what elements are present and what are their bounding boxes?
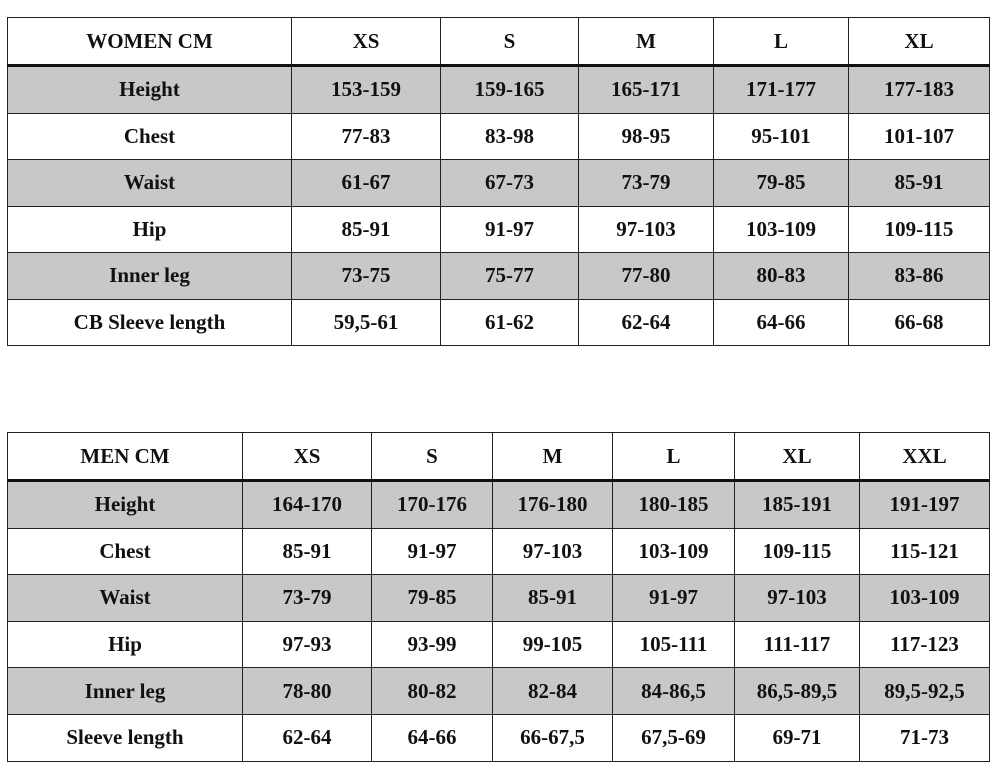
table-row bbox=[8, 528, 990, 575]
measurement-value: 111-117 bbox=[735, 621, 860, 668]
men-size-header: XXL bbox=[860, 433, 990, 481]
table-row bbox=[8, 253, 990, 300]
measurement-label: Chest bbox=[8, 113, 292, 160]
measurement-value: 180-185 bbox=[613, 481, 735, 529]
measurement-value: 105-111 bbox=[613, 621, 735, 668]
table-row bbox=[8, 66, 990, 114]
women-size-table bbox=[7, 17, 990, 346]
measurement-value: 83-86 bbox=[849, 253, 990, 300]
men-header-row bbox=[8, 433, 990, 481]
men-table-title: MEN CM bbox=[8, 433, 243, 481]
measurement-value: 80-83 bbox=[714, 253, 849, 300]
measurement-value: 177-183 bbox=[849, 66, 990, 114]
measurement-value: 91-97 bbox=[441, 206, 579, 253]
measurement-value: 71-73 bbox=[860, 714, 990, 761]
measurement-value: 109-115 bbox=[735, 528, 860, 575]
measurement-value: 97-93 bbox=[243, 621, 372, 668]
measurement-value: 170-176 bbox=[372, 481, 493, 529]
men-size-table bbox=[7, 432, 990, 762]
measurement-label: Waist bbox=[8, 575, 243, 622]
measurement-value: 79-85 bbox=[372, 575, 493, 622]
measurement-label: Hip bbox=[8, 206, 292, 253]
men-size-header: L bbox=[613, 433, 735, 481]
men-size-header: XL bbox=[735, 433, 860, 481]
measurement-value: 64-66 bbox=[372, 714, 493, 761]
women-table-title: WOMEN CM bbox=[8, 18, 292, 66]
men-table-header bbox=[8, 433, 990, 481]
measurement-value: 117-123 bbox=[860, 621, 990, 668]
table-row bbox=[8, 481, 990, 529]
measurement-label: CB Sleeve length bbox=[8, 299, 292, 346]
measurement-value: 93-99 bbox=[372, 621, 493, 668]
measurement-value: 62-64 bbox=[579, 299, 714, 346]
table-row bbox=[8, 621, 990, 668]
measurement-value: 115-121 bbox=[860, 528, 990, 575]
table-row bbox=[8, 668, 990, 715]
measurement-value: 103-109 bbox=[714, 206, 849, 253]
measurement-value: 69-71 bbox=[735, 714, 860, 761]
measurement-value: 61-62 bbox=[441, 299, 579, 346]
measurement-value: 103-109 bbox=[860, 575, 990, 622]
men-size-header: XS bbox=[243, 433, 372, 481]
measurement-label: Inner leg bbox=[8, 253, 292, 300]
measurement-value: 64-66 bbox=[714, 299, 849, 346]
measurement-value: 109-115 bbox=[849, 206, 990, 253]
measurement-value: 97-103 bbox=[493, 528, 613, 575]
measurement-value: 75-77 bbox=[441, 253, 579, 300]
measurement-value: 77-83 bbox=[292, 113, 441, 160]
measurement-value: 99-105 bbox=[493, 621, 613, 668]
table-row bbox=[8, 113, 990, 160]
measurement-value: 159-165 bbox=[441, 66, 579, 114]
measurement-value: 185-191 bbox=[735, 481, 860, 529]
measurement-value: 78-80 bbox=[243, 668, 372, 715]
measurement-value: 62-64 bbox=[243, 714, 372, 761]
women-size-header: S bbox=[441, 18, 579, 66]
measurement-value: 91-97 bbox=[372, 528, 493, 575]
measurement-value: 85-91 bbox=[849, 160, 990, 207]
measurement-label: Height bbox=[8, 66, 292, 114]
measurement-value: 98-95 bbox=[579, 113, 714, 160]
measurement-value: 91-97 bbox=[613, 575, 735, 622]
measurement-value: 83-98 bbox=[441, 113, 579, 160]
measurement-value: 67,5-69 bbox=[613, 714, 735, 761]
measurement-value: 191-197 bbox=[860, 481, 990, 529]
measurement-value: 66-67,5 bbox=[493, 714, 613, 761]
measurement-value: 95-101 bbox=[714, 113, 849, 160]
measurement-value: 171-177 bbox=[714, 66, 849, 114]
women-header-row bbox=[8, 18, 990, 66]
measurement-value: 59,5-61 bbox=[292, 299, 441, 346]
men-size-header: M bbox=[493, 433, 613, 481]
measurement-value: 85-91 bbox=[292, 206, 441, 253]
measurement-value: 61-67 bbox=[292, 160, 441, 207]
women-size-header: XS bbox=[292, 18, 441, 66]
table-row bbox=[8, 206, 990, 253]
measurement-value: 85-91 bbox=[493, 575, 613, 622]
table-row bbox=[8, 714, 990, 761]
measurement-value: 73-79 bbox=[243, 575, 372, 622]
measurement-value: 73-75 bbox=[292, 253, 441, 300]
measurement-value: 85-91 bbox=[243, 528, 372, 575]
women-size-header: L bbox=[714, 18, 849, 66]
measurement-value: 103-109 bbox=[613, 528, 735, 575]
measurement-value: 67-73 bbox=[441, 160, 579, 207]
measurement-value: 80-82 bbox=[372, 668, 493, 715]
measurement-value: 164-170 bbox=[243, 481, 372, 529]
measurement-label: Sleeve length bbox=[8, 714, 243, 761]
measurement-label: Inner leg bbox=[8, 668, 243, 715]
measurement-label: Chest bbox=[8, 528, 243, 575]
measurement-value: 66-68 bbox=[849, 299, 990, 346]
women-size-header: M bbox=[579, 18, 714, 66]
measurement-value: 73-79 bbox=[579, 160, 714, 207]
measurement-value: 86,5-89,5 bbox=[735, 668, 860, 715]
men-size-header: S bbox=[372, 433, 493, 481]
table-row bbox=[8, 160, 990, 207]
women-table-body bbox=[8, 66, 990, 346]
measurement-value: 89,5-92,5 bbox=[860, 668, 990, 715]
measurement-label: Hip bbox=[8, 621, 243, 668]
measurement-value: 101-107 bbox=[849, 113, 990, 160]
measurement-value: 79-85 bbox=[714, 160, 849, 207]
table-row bbox=[8, 299, 990, 346]
men-table-body bbox=[8, 481, 990, 762]
measurement-value: 82-84 bbox=[493, 668, 613, 715]
measurement-value: 165-171 bbox=[579, 66, 714, 114]
measurement-value: 97-103 bbox=[579, 206, 714, 253]
women-table-header bbox=[8, 18, 990, 66]
measurement-label: Height bbox=[8, 481, 243, 529]
measurement-value: 77-80 bbox=[579, 253, 714, 300]
table-row bbox=[8, 575, 990, 622]
women-size-header: XL bbox=[849, 18, 990, 66]
measurement-label: Waist bbox=[8, 160, 292, 207]
measurement-value: 176-180 bbox=[493, 481, 613, 529]
measurement-value: 84-86,5 bbox=[613, 668, 735, 715]
measurement-value: 97-103 bbox=[735, 575, 860, 622]
measurement-value: 153-159 bbox=[292, 66, 441, 114]
